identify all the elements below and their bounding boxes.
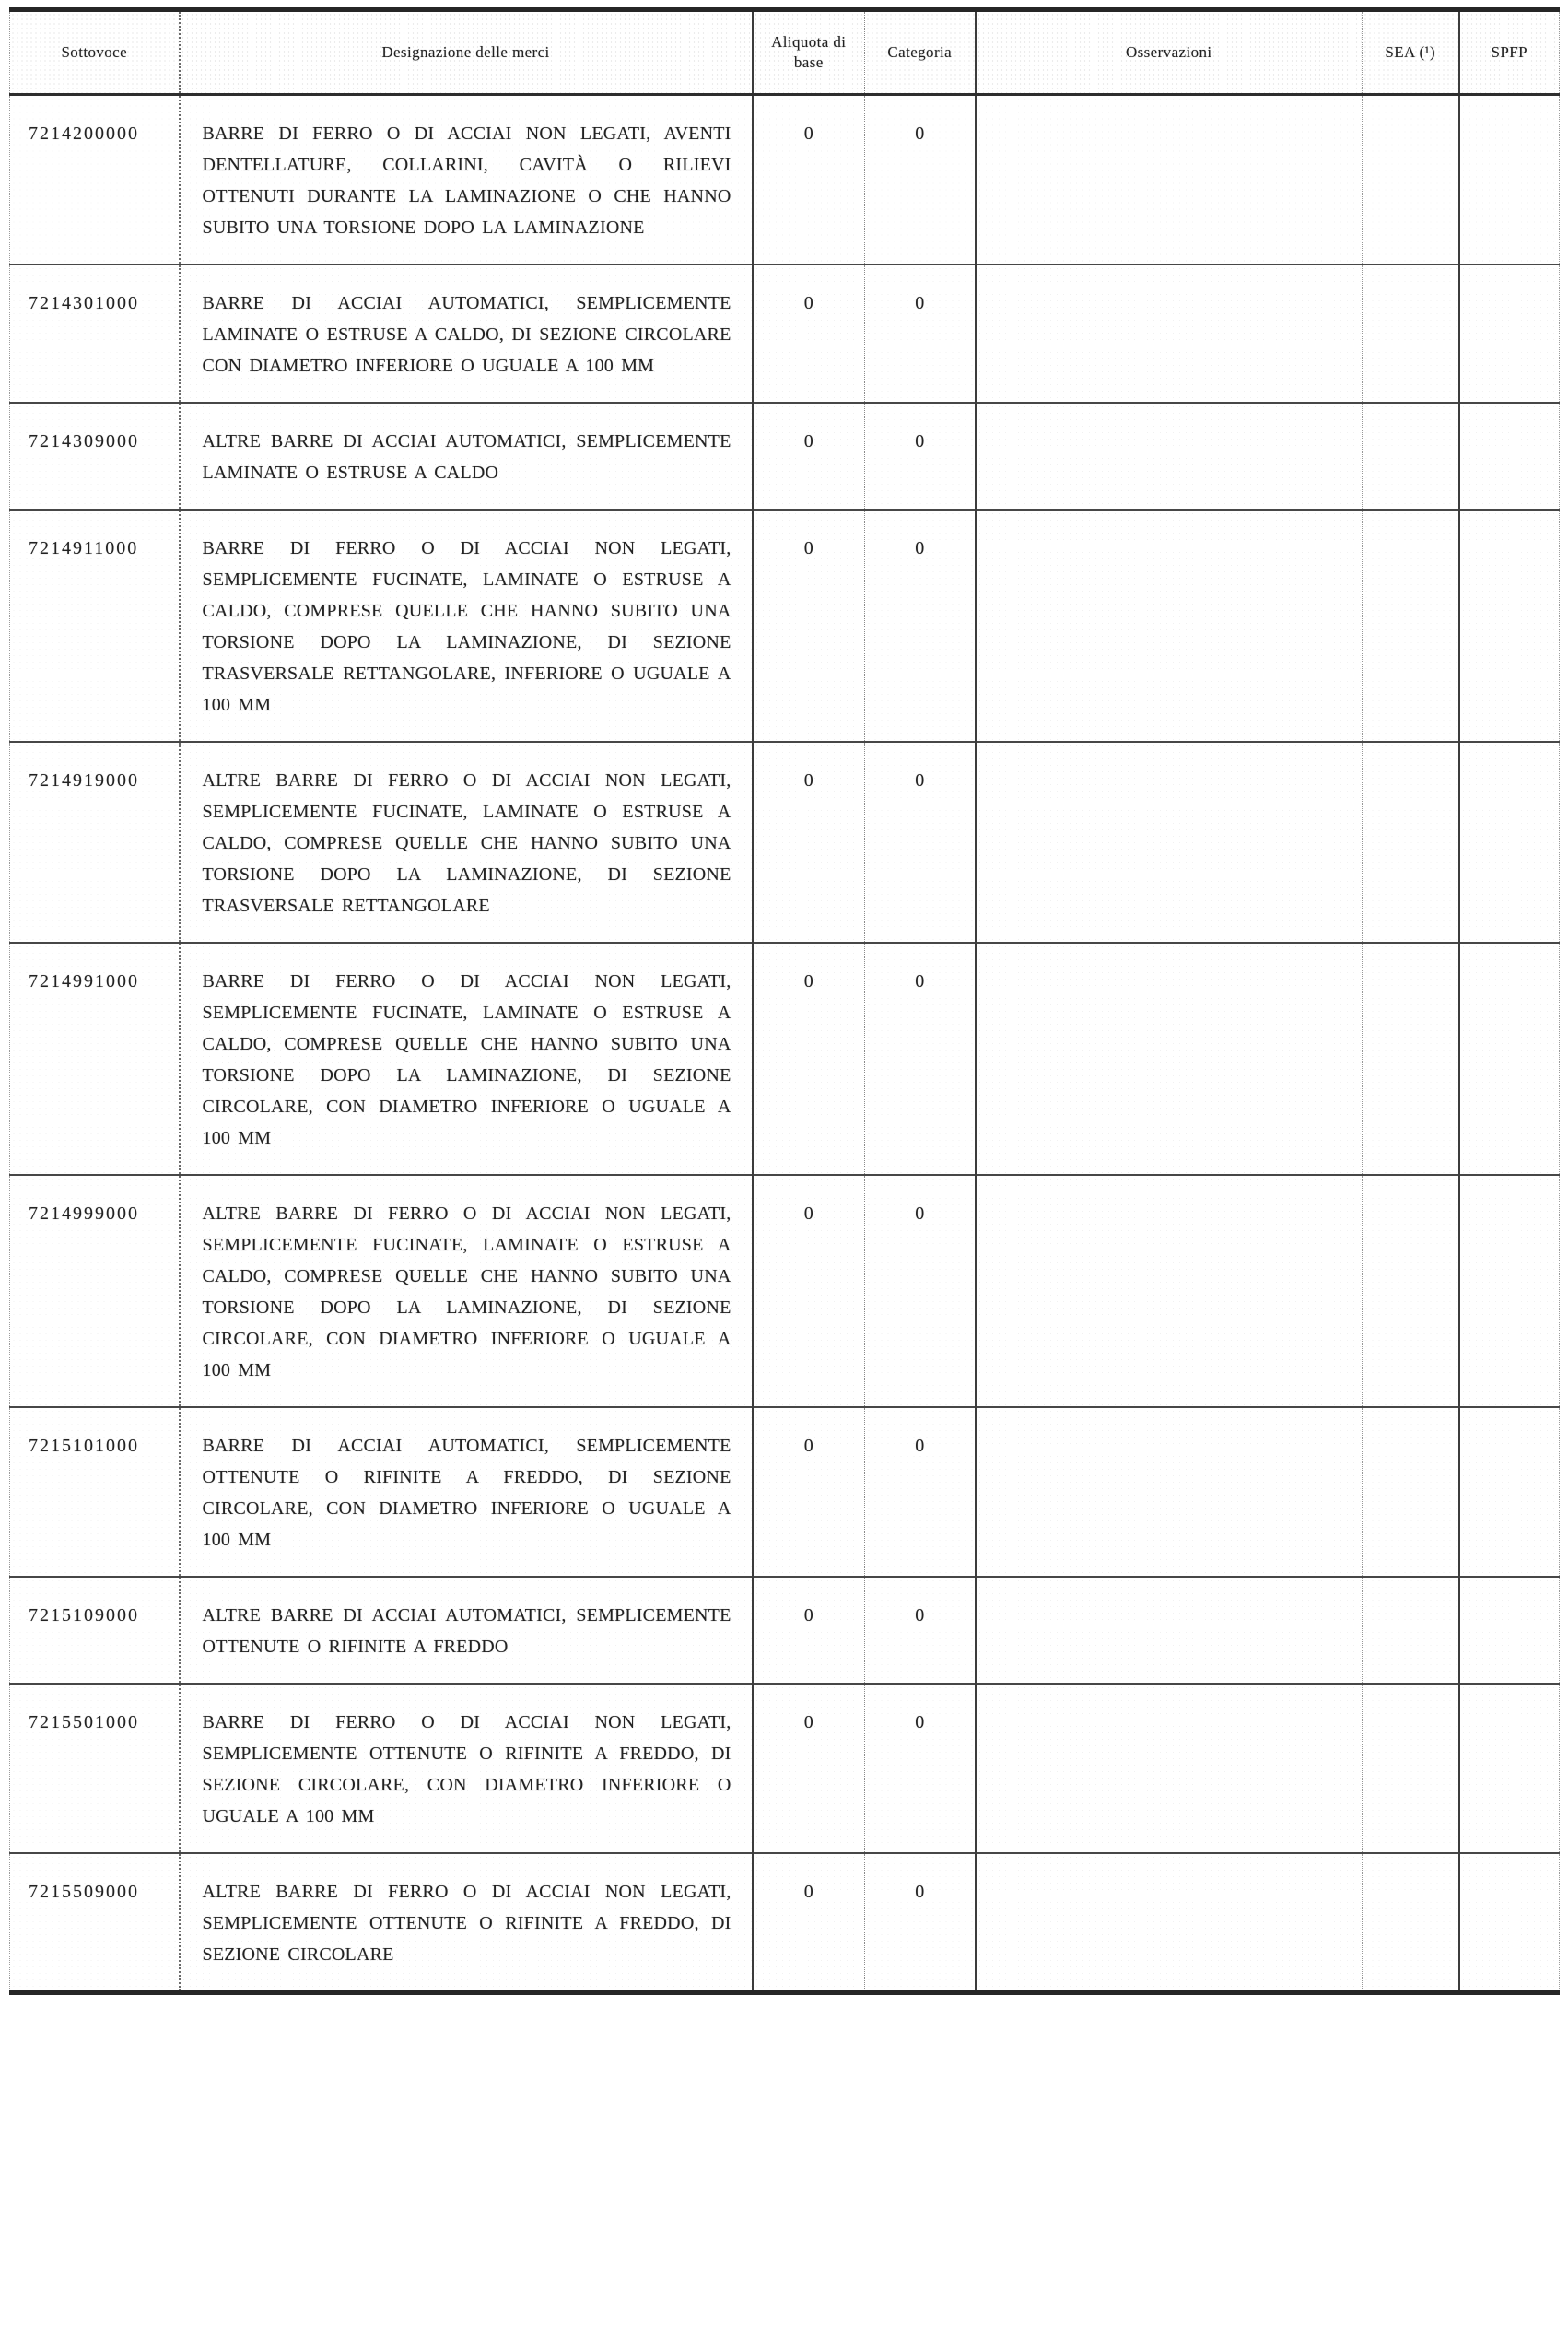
cell-spfp bbox=[1459, 1853, 1560, 1993]
cell-spfp bbox=[1459, 1577, 1560, 1684]
cell-designazione: ALTRE BARRE DI FERRO O DI ACCIAI NON LEGATI, SEMPLICEMENTE FUCINATE, LAMINATE O ESTRUSE A CALDO, COMPRESE QUELLE CHE HANNO SUBITO UNA TORSIONE DOPO LA LAMINAZIONE, DI SEZIONE TRASVERSALE RETTANGOLARE bbox=[180, 742, 753, 943]
cell-sea bbox=[1363, 403, 1459, 510]
cell-sea bbox=[1363, 264, 1459, 403]
cell-spfp bbox=[1459, 742, 1560, 943]
header-osservazioni: Osservazioni bbox=[976, 10, 1363, 95]
cell-aliquota: 0 bbox=[753, 1407, 865, 1577]
cell-aliquota: 0 bbox=[753, 403, 865, 510]
cell-sea bbox=[1363, 742, 1459, 943]
cell-aliquota: 0 bbox=[753, 1175, 865, 1407]
cell-sea bbox=[1363, 1407, 1459, 1577]
cell-designazione: BARRE DI FERRO O DI ACCIAI NON LEGATI, SEMPLICEMENTE FUCINATE, LAMINATE O ESTRUSE A CALDO, COMPRESE QUELLE CHE HANNO SUBITO UNA TORSIONE DOPO LA LAMINAZIONE, DI SEZIONE TRASVERSALE RETTANGOLARE, INFERIORE O UGUALE A 100 MM bbox=[180, 510, 753, 742]
cell-categoria: 0 bbox=[865, 264, 976, 403]
cell-osservazioni bbox=[976, 1577, 1363, 1684]
header-categoria: Categoria bbox=[865, 10, 976, 95]
header-designazione: Designazione delle merci bbox=[180, 10, 753, 95]
cell-designazione: BARRE DI ACCIAI AUTOMATICI, SEMPLICEMENTE LAMINATE O ESTRUSE A CALDO, DI SEZIONE CIRCOLARE CON DIAMETRO INFERIORE O UGUALE A 100 MM bbox=[180, 264, 753, 403]
cell-designazione: BARRE DI FERRO O DI ACCIAI NON LEGATI, AVENTI DENTELLATURE, COLLARINI, CAVITÀ O RILIEVI OTTENUTI DURANTE LA LAMINAZIONE O CHE HANNO SUBITO UNA TORSIONE DOPO LA LAMINAZIONE bbox=[180, 95, 753, 265]
cell-spfp bbox=[1459, 1175, 1560, 1407]
cell-sea bbox=[1363, 943, 1459, 1175]
cell-aliquota: 0 bbox=[753, 1684, 865, 1853]
document-page bbox=[9, 7, 1559, 1995]
cell-osservazioni bbox=[976, 264, 1363, 403]
cell-osservazioni bbox=[976, 742, 1363, 943]
cell-sottovoce: 7215509000 bbox=[10, 1853, 180, 1993]
cell-designazione: BARRE DI FERRO O DI ACCIAI NON LEGATI, SEMPLICEMENTE OTTENUTE O RIFINITE A FREDDO, DI SEZIONE CIRCOLARE, CON DIAMETRO INFERIORE O UGUALE A 100 MM bbox=[180, 1684, 753, 1853]
cell-categoria: 0 bbox=[865, 1684, 976, 1853]
cell-aliquota: 0 bbox=[753, 943, 865, 1175]
table-row bbox=[10, 95, 1560, 265]
cell-designazione: ALTRE BARRE DI ACCIAI AUTOMATICI, SEMPLICEMENTE LAMINATE O ESTRUSE A CALDO bbox=[180, 403, 753, 510]
table-row bbox=[10, 943, 1560, 1175]
cell-sea bbox=[1363, 510, 1459, 742]
header-aliquota: Aliquota di base bbox=[753, 10, 865, 95]
tariff-table bbox=[9, 7, 1560, 1995]
cell-osservazioni bbox=[976, 95, 1363, 265]
cell-osservazioni bbox=[976, 403, 1363, 510]
cell-designazione: ALTRE BARRE DI FERRO O DI ACCIAI NON LEGATI, SEMPLICEMENTE OTTENUTE O RIFINITE A FREDDO, DI SEZIONE CIRCOLARE bbox=[180, 1853, 753, 1993]
table-header bbox=[10, 10, 1560, 95]
header-row bbox=[10, 10, 1560, 95]
cell-sea bbox=[1363, 95, 1459, 265]
cell-osservazioni bbox=[976, 510, 1363, 742]
cell-osservazioni bbox=[976, 1684, 1363, 1853]
table-row bbox=[10, 1853, 1560, 1993]
cell-designazione: BARRE DI ACCIAI AUTOMATICI, SEMPLICEMENTE OTTENUTE O RIFINITE A FREDDO, DI SEZIONE CIRCOLARE, CON DIAMETRO INFERIORE O UGUALE A 100 MM bbox=[180, 1407, 753, 1577]
cell-sottovoce: 7215109000 bbox=[10, 1577, 180, 1684]
table-row bbox=[10, 1175, 1560, 1407]
cell-sottovoce: 7214309000 bbox=[10, 403, 180, 510]
cell-spfp bbox=[1459, 510, 1560, 742]
cell-sea bbox=[1363, 1853, 1459, 1993]
cell-sottovoce: 7214999000 bbox=[10, 1175, 180, 1407]
cell-categoria: 0 bbox=[865, 742, 976, 943]
cell-categoria: 0 bbox=[865, 1853, 976, 1993]
cell-categoria: 0 bbox=[865, 1577, 976, 1684]
cell-sottovoce: 7214301000 bbox=[10, 264, 180, 403]
cell-osservazioni bbox=[976, 943, 1363, 1175]
cell-designazione: ALTRE BARRE DI FERRO O DI ACCIAI NON LEGATI, SEMPLICEMENTE FUCINATE, LAMINATE O ESTRUSE A CALDO, COMPRESE QUELLE CHE HANNO SUBITO UNA TORSIONE DOPO LA LAMINAZIONE, DI SEZIONE CIRCOLARE, CON DIAMETRO INFERIORE O UGUALE A 100 MM bbox=[180, 1175, 753, 1407]
cell-aliquota: 0 bbox=[753, 95, 865, 265]
table-row bbox=[10, 1577, 1560, 1684]
cell-sottovoce: 7214919000 bbox=[10, 742, 180, 943]
table-row bbox=[10, 403, 1560, 510]
table-row bbox=[10, 1407, 1560, 1577]
cell-osservazioni bbox=[976, 1175, 1363, 1407]
cell-aliquota: 0 bbox=[753, 1577, 865, 1684]
cell-sottovoce: 7214911000 bbox=[10, 510, 180, 742]
cell-categoria: 0 bbox=[865, 1407, 976, 1577]
header-sottovoce: Sottovoce bbox=[10, 10, 180, 95]
cell-sea bbox=[1363, 1577, 1459, 1684]
cell-aliquota: 0 bbox=[753, 510, 865, 742]
cell-sea bbox=[1363, 1175, 1459, 1407]
cell-sea bbox=[1363, 1684, 1459, 1853]
cell-aliquota: 0 bbox=[753, 742, 865, 943]
cell-spfp bbox=[1459, 943, 1560, 1175]
table-body bbox=[10, 95, 1560, 1993]
table-row bbox=[10, 510, 1560, 742]
cell-spfp bbox=[1459, 403, 1560, 510]
header-sea: SEA (¹) bbox=[1363, 10, 1459, 95]
cell-designazione: ALTRE BARRE DI ACCIAI AUTOMATICI, SEMPLICEMENTE OTTENUTE O RIFINITE A FREDDO bbox=[180, 1577, 753, 1684]
header-spfp: SPFP bbox=[1459, 10, 1560, 95]
cell-osservazioni bbox=[976, 1407, 1363, 1577]
table-row bbox=[10, 742, 1560, 943]
cell-designazione: BARRE DI FERRO O DI ACCIAI NON LEGATI, SEMPLICEMENTE FUCINATE, LAMINATE O ESTRUSE A CALDO, COMPRESE QUELLE CHE HANNO SUBITO UNA TORSIONE DOPO LA LAMINAZIONE, DI SEZIONE CIRCOLARE, CON DIAMETRO INFERIORE O UGUALE A 100 MM bbox=[180, 943, 753, 1175]
cell-spfp bbox=[1459, 95, 1560, 265]
cell-osservazioni bbox=[976, 1853, 1363, 1993]
cell-categoria: 0 bbox=[865, 510, 976, 742]
cell-spfp bbox=[1459, 1684, 1560, 1853]
table-row bbox=[10, 264, 1560, 403]
cell-spfp bbox=[1459, 264, 1560, 403]
cell-spfp bbox=[1459, 1407, 1560, 1577]
cell-sottovoce: 7214200000 bbox=[10, 95, 180, 265]
cell-categoria: 0 bbox=[865, 95, 976, 265]
cell-categoria: 0 bbox=[865, 943, 976, 1175]
cell-aliquota: 0 bbox=[753, 1853, 865, 1993]
cell-categoria: 0 bbox=[865, 1175, 976, 1407]
cell-aliquota: 0 bbox=[753, 264, 865, 403]
cell-sottovoce: 7215501000 bbox=[10, 1684, 180, 1853]
table-row bbox=[10, 1684, 1560, 1853]
cell-sottovoce: 7215101000 bbox=[10, 1407, 180, 1577]
cell-categoria: 0 bbox=[865, 403, 976, 510]
cell-sottovoce: 7214991000 bbox=[10, 943, 180, 1175]
